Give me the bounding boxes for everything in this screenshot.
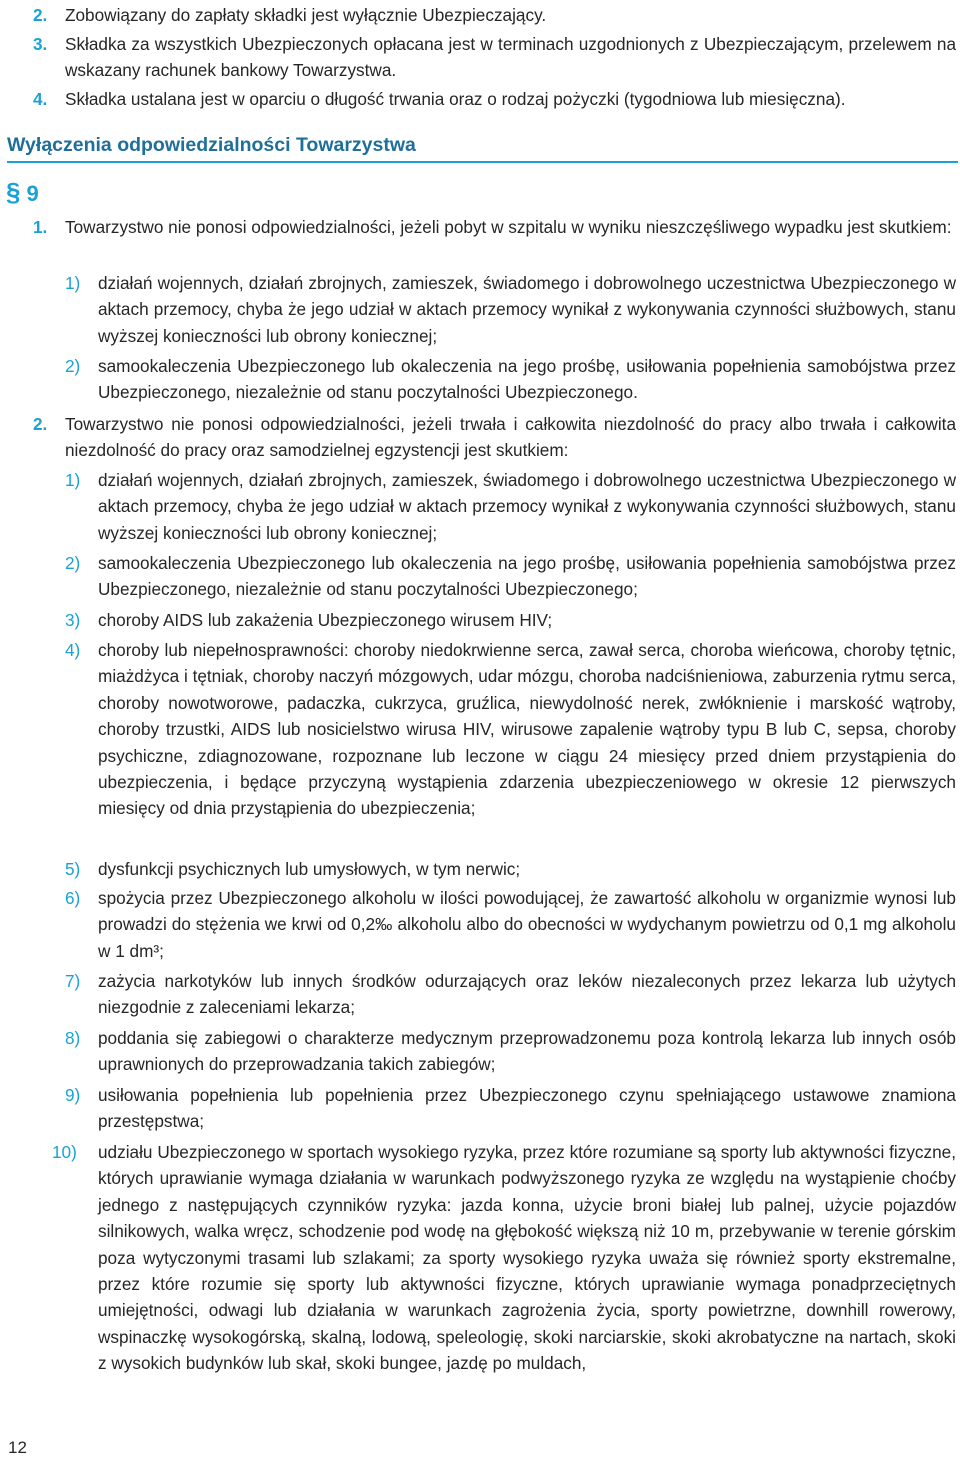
list-item-text: samookaleczenia Ubezpieczonego lub okaleczenia na jego prośbę, usiłowania popełnienia samobójstwa przez Ubezpieczonego, niezależnie od stanu poczytalności Ubezpieczonego. [98,356,956,403]
list-item-number: 5) [65,859,81,879]
list-item-text: choroby AIDS lub zakażenia Ubezpieczonego wirusem HIV; [98,610,553,630]
item-number: 4. [33,89,48,109]
paragraph-text: Towarzystwo nie ponosi odpowiedzialności, jeżeli pobyt w szpitalu w wyniku nieszczęśliwego wypadku jest skutkiem: [65,217,952,237]
section-number: 9 [26,181,39,206]
list-item-number: 2) [65,553,81,573]
list-item-number: 4) [65,640,81,660]
list-item-text: spożycia przez Ubezpieczonego alkoholu w ilości powodującej, że zawartość alkoholu w organizmie wynosi lub prowadzi do stężenia we krwi od 0,2‰ alkoholu albo do obecności w wydychanym powietrzu od 0,1 mg alkoholu w 1 dm³; [98,888,956,961]
list-item-text: usiłowania popełnienia lub popełnienia przez Ubezpieczonego czynu spełniającego ustawowe znamiona przestępstwa; [98,1085,956,1132]
list-item-number: 7) [65,971,81,991]
item-text: Składka za wszystkich Ubezpieczonych opłacana jest w terminach uzgodnionych z Ubezpieczającym, przelewem na wskazany rachunek bankowy Towarzystwa. [65,34,956,81]
paragraph-number: 2. [33,414,48,434]
item-number: 2. [33,5,48,25]
list-item-number: 9) [65,1085,81,1105]
paragraph-mark [6,178,66,208]
page-number: 12 [8,1438,27,1457]
list-item-number: 3) [65,610,81,630]
list-item-text: poddania się zabiegowi o charakterze medycznym przeprowadzonemu poza kontrolą lekarza lub innych osób uprawnionych do przeprowadzania takich zabiegów; [98,1028,956,1075]
list-item-text: samookaleczenia Ubezpieczonego lub okaleczenia na jego prośbę, usiłowania popełnienia samobójstwa przez Ubezpieczonego, niezależnie od stanu poczytalności Ubezpieczonego; [98,553,956,600]
section-heading: Wyłączenia odpowiedzialności Towarzystwa [7,132,958,163]
item-text: Składka ustalana jest w oparciu o długość trwania oraz o rodzaj pożyczki (tygodniowa lub miesięczna). [65,89,846,109]
list-item-text: zażycia narkotyków lub innych środków odurzających oraz leków niezaleconych przez lekarza lub użytych niezgodnie z zaleceniami lekarza; [98,971,956,1018]
list-item-number: 6) [65,888,81,908]
list-item-number: 10) [52,1142,77,1162]
item-text: Zobowiązany do zapłaty składki jest wyłącznie Ubezpieczający. [65,5,547,25]
list-item-text: działań wojennych, działań zbrojnych, zamieszek, świadomego i dobrowolnego uczestnictwa Ubezpieczonego w aktach przemocy, chyba że jego udział w aktach przemocy wynikał z wykonywania czynności służbowych, stanu wyższej konieczności lub obrony koniecznej; [98,273,956,346]
section-symbol: § [6,177,21,207]
list-item-text: dysfunkcji psychicznych lub umysłowych, w tym nerwic; [98,859,521,879]
list-item-text: działań wojennych, działań zbrojnych, zamieszek, świadomego i dobrowolnego uczestnictwa Ubezpieczonego w aktach przemocy, chyba że jego udział w aktach przemocy wynikał z wykonywania czynności służbowych, stanu wyższej konieczności lub obrony koniecznej; [98,470,956,543]
list-item-number: 1) [65,273,81,293]
list-item-number: 8) [65,1028,81,1048]
list-item-number: 1) [65,470,81,490]
list-item-text: choroby lub niepełnosprawności: choroby niedokrwienne serca, zawał serca, choroba wieńcowa, choroby tętnic, miażdżyca i tętniak, choroby naczyń mózgowych, udar mózgu, choroba nadciśnieniowa, zaburzenia rytmu serca, choroby nowotworowe, padaczka, cukrzyca, gruźlica, niewydolność nerek, zwłóknienie i marskość wątroby, choroby trzustki, AIDS lub nosicielstwo wirusa HIV, wirusowe zapalenie wątroby typu B lub C, sepsa, choroby psychiczne, zdiagnozowane, rozpoznane lub leczone w ciągu 24 miesięcy przed dniem przystąpienia do ubezpieczenia, i będące przyczyną wystąpienia zdarzenia ubezpieczeniowego w okresie 12 pierwszych miesięcy od dnia przystąpienia do ubezpieczenia; [98,640,956,819]
list-item-text: udziału Ubezpieczonego w sportach wysokiego ryzyka, przez które rozumiane są sporty lub aktywności fizyczne, których uprawianie wymaga działania w warunkach podwyższonego ryzyka ze względu na wystąpienie choćby jednego z następujących czynników ryzyka: jazda konna, użycie broni białej lub palnej, użycie pojazdów silnikowych, walka wręcz, schodzenie pod wodę na głębokość większą niż 10 m, przebywanie w terenie górskim poza wytyczonymi trasami lub szlakami; za sporty wysokiego ryzyka uważa się również sporty ekstremalne, przez które rozumie się sporty lub aktywności fizyczne, których uprawianie wymaga ponadprzeciętnych umiejętności, odwagi lub działania w warunkach zagrożenia życia, sporty powietrzne, downhill rowerowy, wspinaczkę wysokogórską, skalną, lodową, speleologię, skoki narciarskie, skoki akrobatyczne na nartach, skoki z wysokich budynków lub skał, skoki bungee, jazdę po muldach, [98,1142,956,1374]
list-item-number: 2) [65,356,81,376]
paragraph-number: 1. [33,217,48,237]
item-number: 3. [33,34,48,54]
paragraph-text: Towarzystwo nie ponosi odpowiedzialności, jeżeli trwała i całkowita niezdolność do pracy albo trwała i całkowita niezdolność do pracy oraz samodzielnej egzystencji jest skutkiem: [65,414,956,461]
